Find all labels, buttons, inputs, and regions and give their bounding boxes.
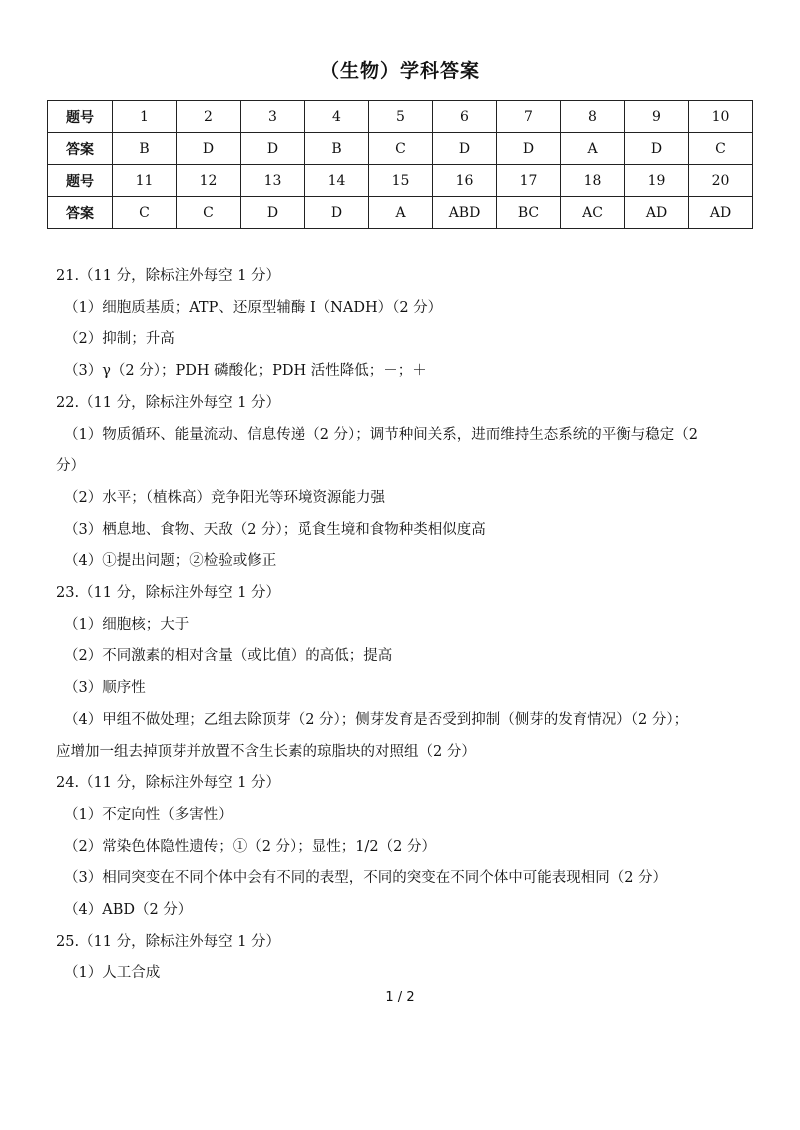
answer-line: （2）不同激素的相对含量（或比值）的高低；提高 bbox=[64, 648, 393, 665]
answer-line: （1）细胞质基质；ATP、还原型辅酶 I（NADH）（2 分） bbox=[64, 299, 443, 316]
answer-cell: D bbox=[177, 133, 241, 165]
answer-cell: D bbox=[433, 133, 497, 165]
page-number: 1 / 2 bbox=[385, 990, 415, 1005]
answer-line: （1）细胞核；大于 bbox=[64, 616, 190, 633]
question-number-cell: 17 bbox=[497, 165, 561, 197]
answer-cell: ABD bbox=[433, 197, 497, 229]
answer-line: （1）物质循环、能量流动、信息传递（2 分）；调节种间关系，进而维持生态系统的平衡与稳定（2 bbox=[64, 426, 699, 443]
answer-line: （3）顺序性 bbox=[64, 680, 146, 697]
answer-cell: C bbox=[369, 133, 433, 165]
answer-cell: D bbox=[241, 133, 305, 165]
table-row bbox=[48, 165, 753, 197]
question-number-cell: 10 bbox=[689, 101, 753, 133]
table-row bbox=[48, 101, 753, 133]
row-label: 题号 bbox=[48, 101, 113, 133]
answer-line: （4）甲组不做处理；乙组去除顶芽（2 分）；侧芽发育是否受到抑制（侧芽的发育情况）（2 分）； bbox=[64, 711, 689, 728]
table-row bbox=[48, 133, 753, 165]
question-number-cell: 5 bbox=[369, 101, 433, 133]
table-row bbox=[48, 197, 753, 229]
row-label: 答案 bbox=[48, 197, 113, 229]
answer-cell: D bbox=[305, 197, 369, 229]
question-number-cell: 15 bbox=[369, 165, 433, 197]
question-number-cell: 13 bbox=[241, 165, 305, 197]
answer-cell: C bbox=[689, 133, 753, 165]
answer-body bbox=[58, 261, 758, 990]
answer-line: （2）常染色体隐性遗传；①（2 分）；显性；1/2（2 分） bbox=[64, 838, 436, 855]
answer-line: 应增加一组去掉顶芽并放置不含生长素的琼脂块的对照组（2 分） bbox=[56, 743, 476, 760]
question-number-cell: 8 bbox=[561, 101, 625, 133]
question-number-cell: 7 bbox=[497, 101, 561, 133]
question-number-cell: 18 bbox=[561, 165, 625, 197]
question-number-cell: 4 bbox=[305, 101, 369, 133]
row-label: 题号 bbox=[48, 165, 113, 197]
question-number-cell: 9 bbox=[625, 101, 689, 133]
answer-cell: C bbox=[113, 197, 177, 229]
answer-cell: AC bbox=[561, 197, 625, 229]
answer-cell: B bbox=[113, 133, 177, 165]
answer-line: （3）相同突变在不同个体中会有不同的表型，不同的突变在不同个体中可能表现相同（2 分） bbox=[64, 870, 668, 887]
question-number-cell: 3 bbox=[241, 101, 305, 133]
question-number-cell: 19 bbox=[625, 165, 689, 197]
answer-line: （1）不定向性（多害性） bbox=[64, 806, 233, 823]
answer-cell: AD bbox=[689, 197, 753, 229]
row-label: 答案 bbox=[48, 133, 113, 165]
question-number-cell: 16 bbox=[433, 165, 497, 197]
question-number-cell: 6 bbox=[433, 101, 497, 133]
answer-line: （3）γ（2 分）；PDH 磷酸化；PDH 活性降低；－；＋ bbox=[64, 363, 427, 380]
question-heading: 22.（11 分，除标注外每空 1 分） bbox=[56, 394, 281, 411]
question-number-cell: 20 bbox=[689, 165, 753, 197]
answer-line: （2）抑制；升高 bbox=[64, 331, 175, 348]
answer-cell: A bbox=[369, 197, 433, 229]
answer-line: （4）ABD（2 分） bbox=[64, 902, 193, 919]
answer-cell: D bbox=[241, 197, 305, 229]
question-number-cell: 12 bbox=[177, 165, 241, 197]
question-heading: 25.（11 分，除标注外每空 1 分） bbox=[56, 933, 281, 950]
answer-cell: AD bbox=[625, 197, 689, 229]
question-number-cell: 2 bbox=[177, 101, 241, 133]
answer-table bbox=[47, 100, 753, 229]
question-number-cell: 11 bbox=[113, 165, 177, 197]
question-number-cell: 14 bbox=[305, 165, 369, 197]
answer-cell: D bbox=[625, 133, 689, 165]
answer-line: 分） bbox=[56, 458, 85, 475]
question-heading: 21.（11 分，除标注外每空 1 分） bbox=[56, 268, 281, 284]
question-heading: 23.（11 分，除标注外每空 1 分） bbox=[56, 585, 281, 602]
answer-cell: BC bbox=[497, 197, 561, 229]
answer-cell: D bbox=[497, 133, 561, 165]
answer-cell: A bbox=[561, 133, 625, 165]
question-number-cell: 1 bbox=[113, 101, 177, 133]
question-heading: 24.（11 分，除标注外每空 1 分） bbox=[56, 775, 281, 792]
answer-line: （1）人工合成 bbox=[64, 965, 161, 982]
page-title: （生物）学科答案 bbox=[319, 60, 480, 82]
answer-cell: C bbox=[177, 197, 241, 229]
answer-line: （2）水平；（植株高）竞争阳光等环境资源能力强 bbox=[64, 489, 385, 506]
answer-cell: B bbox=[305, 133, 369, 165]
answer-line: （3）栖息地、食物、天敌（2 分）；觅食生境和食物种类相似度高 bbox=[64, 521, 486, 538]
answer-line: （4）①提出问题；②检验或修正 bbox=[64, 553, 277, 570]
